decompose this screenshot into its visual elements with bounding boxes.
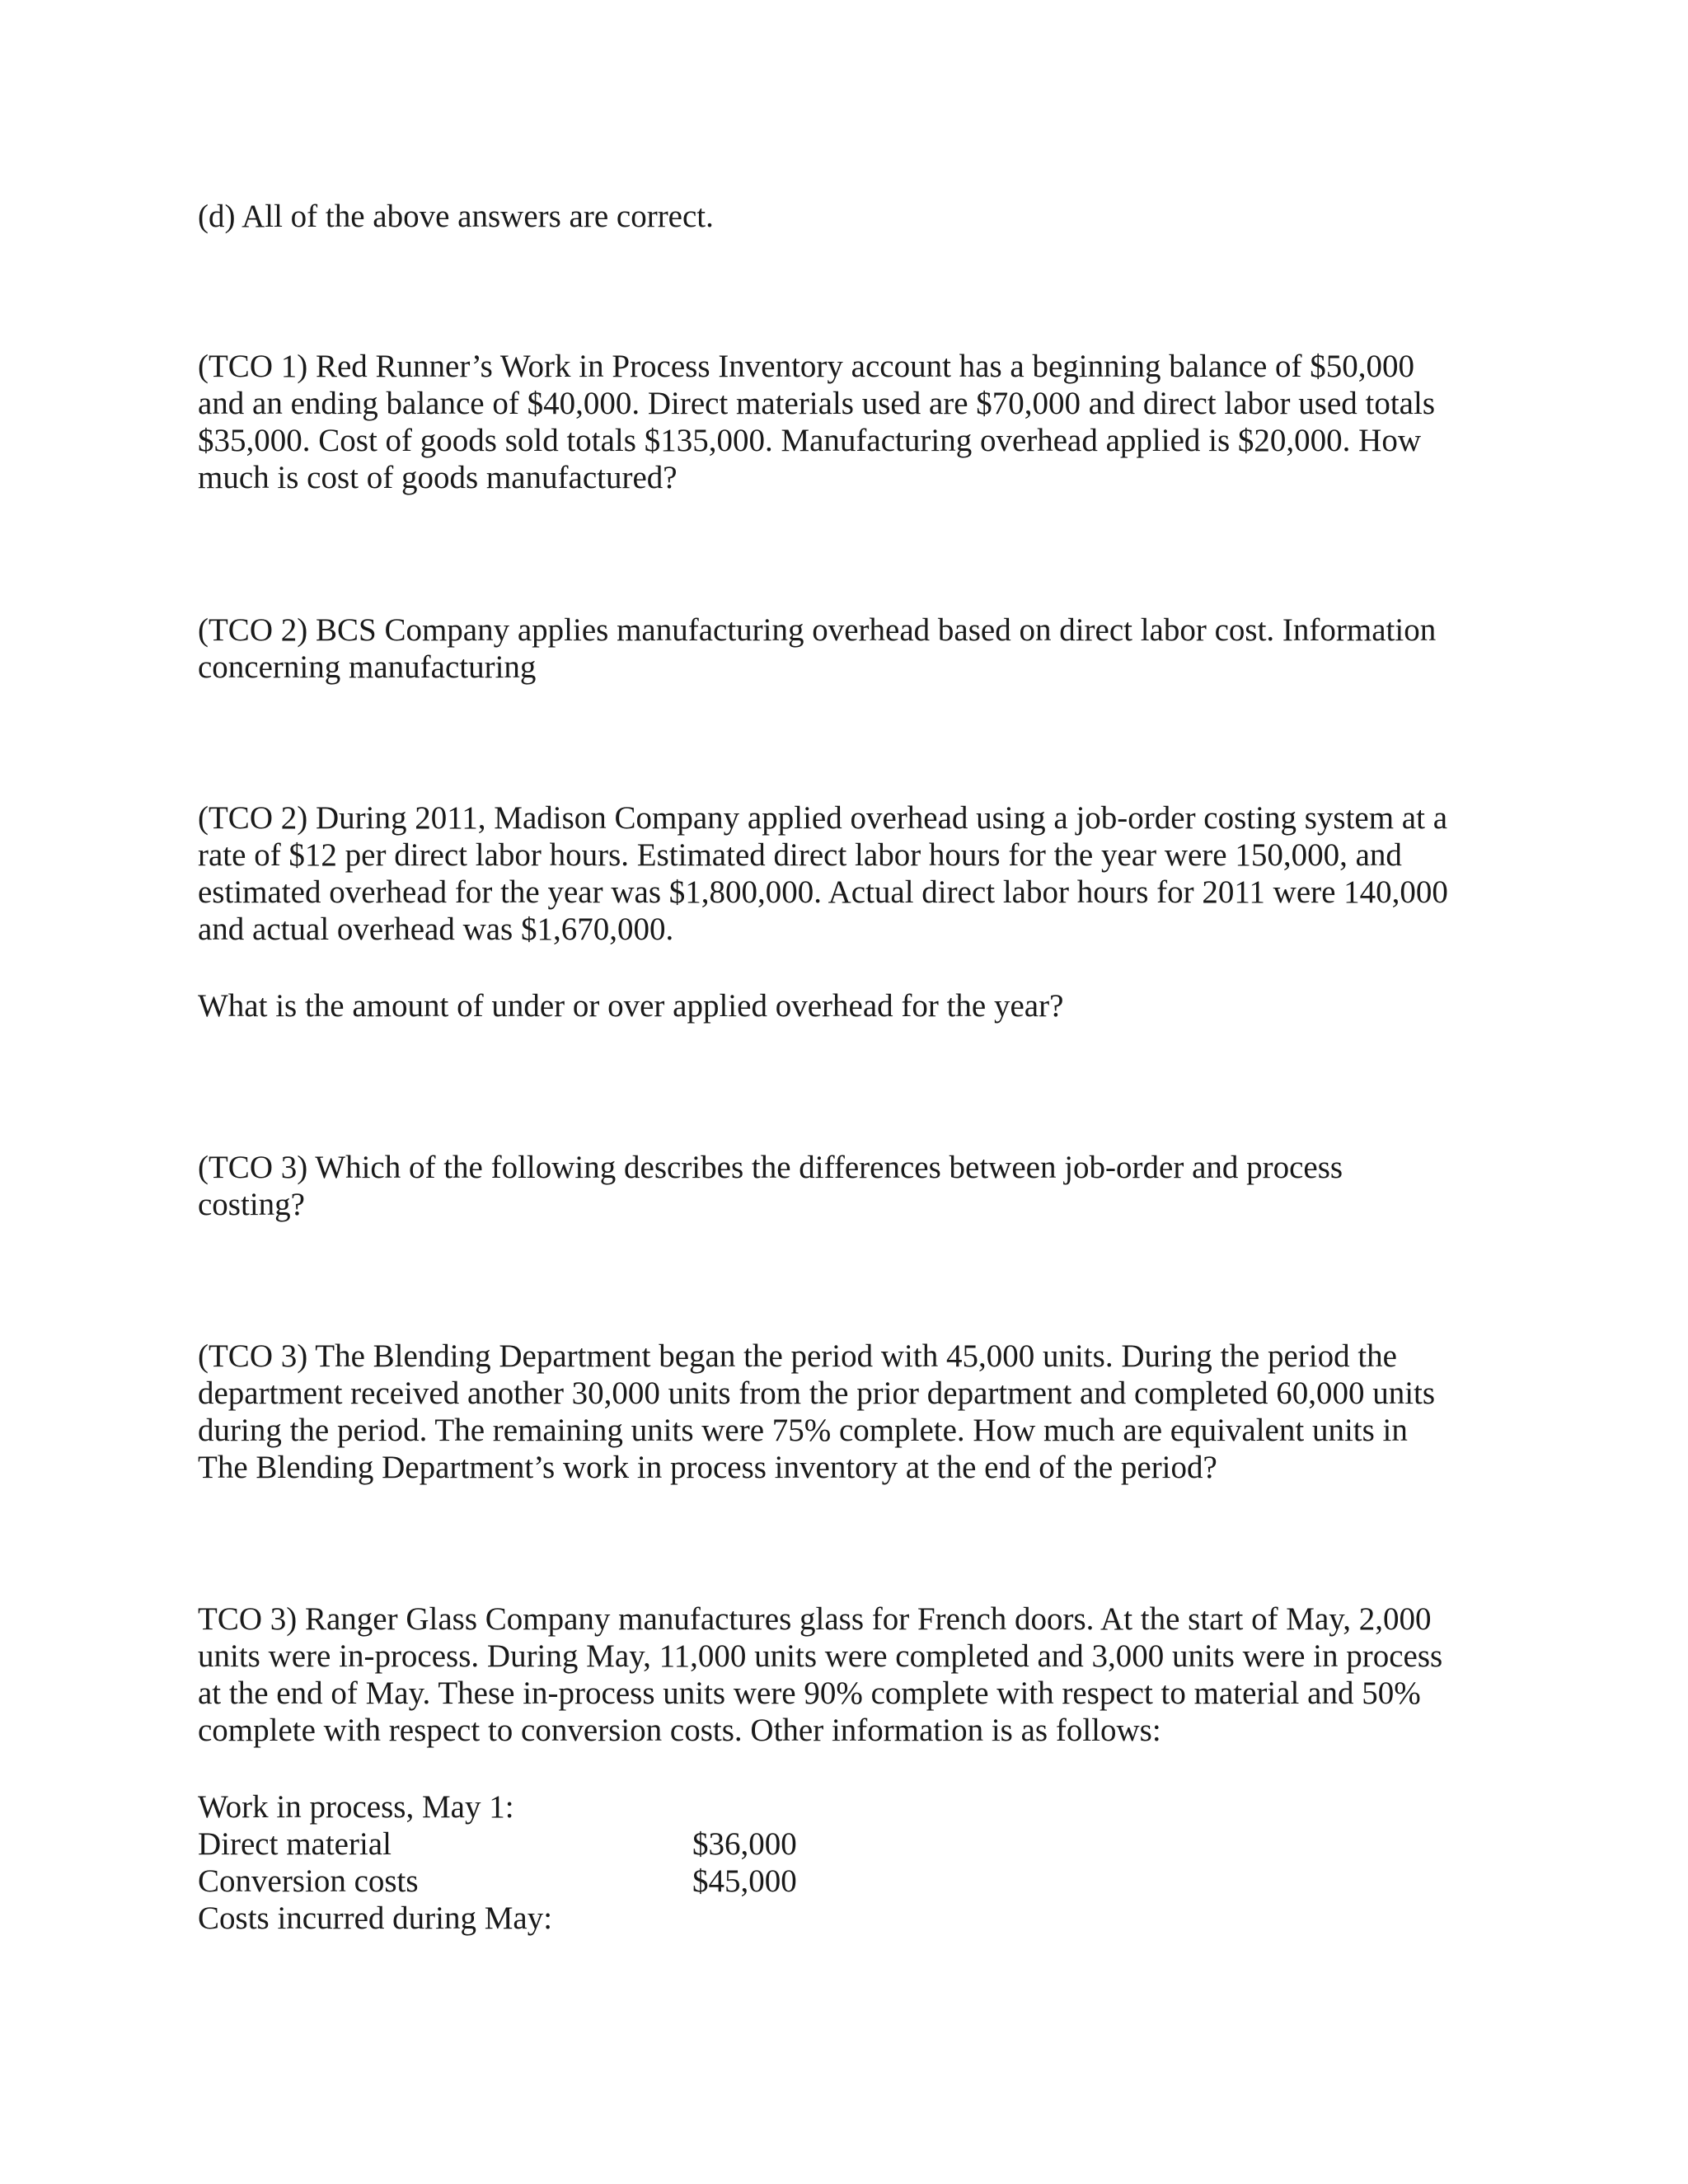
question-text-line: (TCO 3) The Blending Department began the period with 45,000 units. During the period the	[198, 1338, 1397, 1374]
question-text-line: estimated overhead for the year was $1,800,000. Actual direct labor hours for 2011 were 140,000	[198, 874, 1448, 910]
question-blending	[198, 1338, 1517, 1486]
row-label: Direct material	[198, 1826, 392, 1862]
question-text-line: TCO 3) Ranger Glass Company manufactures glass for French doors. At the start of May, 2,000	[198, 1601, 1432, 1637]
question-text-line: costing?	[198, 1187, 305, 1222]
answer-option-d	[198, 198, 1517, 235]
ranger-cost-table	[198, 1788, 1517, 1937]
question-job-process	[198, 1149, 1517, 1223]
question-prompt: What is the amount of under or over applied overhead for the year?	[198, 988, 1064, 1024]
table-row	[198, 1825, 1517, 1863]
row-value: $36,000	[692, 1826, 797, 1862]
question-ranger	[198, 1601, 1517, 1749]
question-bcs	[198, 612, 1517, 686]
question-text-line: at the end of May. These in-process units were 90% complete with respect to material and 50%	[198, 1675, 1421, 1711]
table-heading-wip: Work in process, May 1:	[198, 1789, 514, 1825]
question-text-line: $35,000. Cost of goods sold totals $135,000. Manufacturing overhead applied is $20,000. How	[198, 423, 1421, 458]
row-value: $45,000	[692, 1863, 797, 1899]
question-text-line: (TCO 2) During 2011, Madison Company applied overhead using a job-order costing system at a	[198, 800, 1448, 836]
question-text-line: and an ending balance of $40,000. Direct materials used are $70,000 and direct labor used totals	[198, 386, 1436, 421]
question-madison	[198, 799, 1517, 948]
question-text-line: (TCO 2) BCS Company applies manufacturing overhead based on direct labor cost. Information	[198, 612, 1437, 648]
question-red-runner	[198, 348, 1517, 496]
answer-option-d-text: (d) All of the above answers are correct.	[198, 199, 714, 234]
question-text-line: department received another 30,000 units from the prior department and completed 60,000 units	[198, 1376, 1436, 1411]
table-heading-costs: Costs incurred during May:	[198, 1900, 553, 1936]
question-text-line: rate of $12 per direct labor hours. Estimated direct labor hours for the year were 150,000, and	[198, 837, 1402, 873]
question-text-line: concerning manufacturing	[198, 649, 537, 685]
question-text-line: (TCO 1) Red Runner’s Work in Process Inventory account has a beginning balance of $50,000	[198, 349, 1415, 384]
question-text-line: during the period. The remaining units were 75% complete. How much are equivalent units in	[198, 1413, 1408, 1448]
question-text-line: complete with respect to conversion costs. Other information is as follows:	[198, 1713, 1161, 1748]
row-label: Conversion costs	[198, 1863, 419, 1899]
question-text-line: units were in-process. During May, 11,000 units were completed and 3,000 units were in process	[198, 1638, 1443, 1674]
question-text-line: (TCO 3) Which of the following describes the differences between job-order and process	[198, 1150, 1343, 1185]
question-madison-prompt	[198, 987, 1517, 1024]
question-text-line: much is cost of goods manufactured?	[198, 460, 678, 495]
table-row	[198, 1863, 1517, 1900]
question-text-line: and actual overhead was $1,670,000.	[198, 912, 674, 947]
question-text-line: The Blending Department’s work in process inventory at the end of the period?	[198, 1450, 1217, 1485]
